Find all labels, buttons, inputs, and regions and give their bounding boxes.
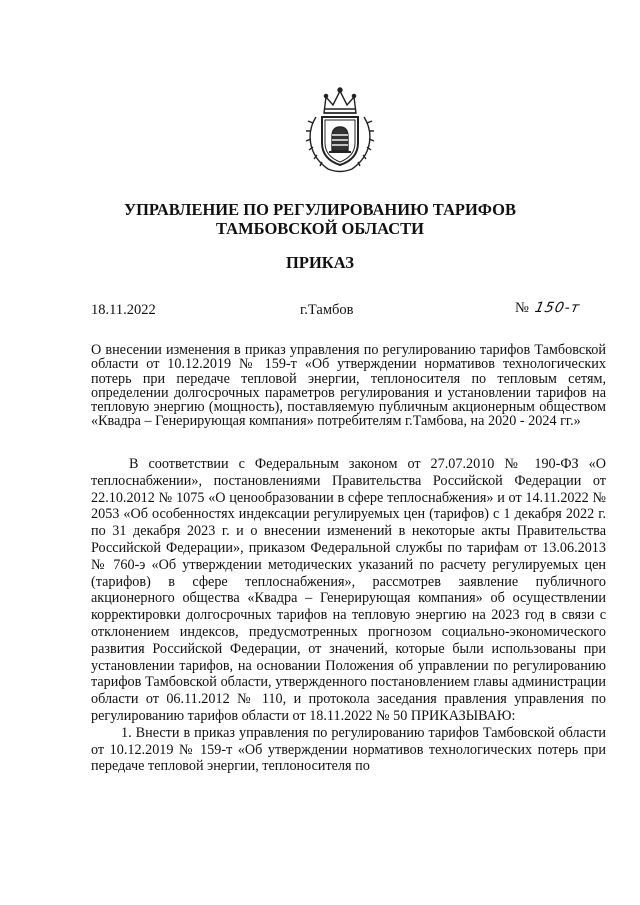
organization-line-2: ТАМБОВСКОЙ ОБЛАСТИ — [215, 219, 425, 238]
document-number — [515, 300, 583, 317]
document-date: 18.11.2022 — [91, 302, 156, 318]
organization-name — [60, 200, 580, 238]
item-1-paragraph: 1. Внести в приказ управления по регулированию тарифов Тамбовской области от 10.12.2019 № 159-т «Об утверждении нормативов технологических потерь при передаче тепловой энергии, теплоносителя по — [91, 724, 606, 775]
document-body — [91, 456, 606, 775]
tambov-coat-of-arms-icon — [300, 83, 380, 175]
document-type-title: ПРИКАЗ — [286, 253, 354, 272]
handwritten-number: 150-т — [533, 300, 583, 316]
number-prefix: № — [515, 300, 529, 316]
document-subject: О внесении изменения в приказ управления по регулированию тарифов Тамбовской области от 10.12.2019 № 159-т «Об утверждении нормативов технологических потерь при передаче тепловой энергии, теплоносителя по тепловым сетям, определении долгосрочных параметров регулирования и установлении тарифов на тепловую энергию (мощность), поставляемую публичным акционерным обществом «Квадра – Генерирующая компания» потребителям г.Тамбова, на 2020 - 2024 гг.» — [91, 342, 606, 430]
preamble-paragraph: В соответствии с Федеральным законом от 27.07.2010 № 190-ФЗ «О теплоснабжении», постановлениями Правительства Российской Федерации от 22.10.2012 № 1075 «О ценообразовании в сфере теплоснабжения» и от 14.11.2022 № 2053 «Об особенностях индексации регулируемых цен (тарифов) с 1 декабря 2022 г. по 31 декабря 2023 г. и о внесении изменений в некоторые акты Правительства Российской Федерации», приказом Федеральной службы по тарифам от 13.06.2013 № 760-э «Об утверждении методических указаний по расчету регулируемых цен (тарифов) в сфере теплоснабжения», рассмотрев заявление публичного акционерного общества «Квадра – Генерирующая компания» об осуществлении корректировки долгосрочных тарифов на тепловую энергию на 2023 год в связи с отклонением индексов, предусмотренных прогнозом социально-экономического развития Российской Федерации, от значений, которые были использованы при установлении тарифов, на основании Положения об управлении по регулированию тарифов Тамбовской области, утвержденного постановлением главы администрации области от 06.11.2012 № 110, и протокола заседания правления управления по регулированию тарифов области от 18.11.2022 № 50 ПРИКАЗЫВАЮ: — [91, 456, 606, 724]
document-city: г.Тамбов — [300, 302, 354, 318]
organization-line-1: УПРАВЛЕНИЕ ПО РЕГУЛИРОВАНИЮ ТАРИФОВ — [123, 200, 517, 219]
